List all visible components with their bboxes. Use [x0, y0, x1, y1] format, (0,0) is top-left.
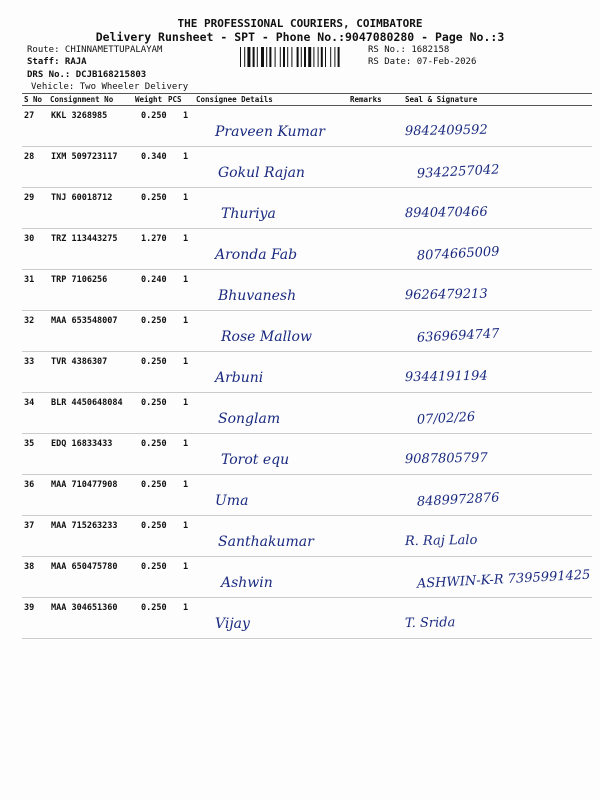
signature-handwriting: 07/02/26	[416, 409, 476, 428]
cell-sno: 27	[24, 111, 35, 121]
staff: Staff: RAJA	[27, 57, 87, 67]
cell-sno: 34	[24, 398, 35, 408]
col-pcs: PCS	[168, 95, 182, 104]
cell-pcs: 1	[183, 152, 189, 162]
consignee-handwriting: Praveen Kumar	[215, 124, 325, 140]
signature-handwriting: 8489972876	[416, 490, 500, 510]
cell-weight: 0.250	[141, 603, 167, 613]
rs-number: RS No.: 1682158	[368, 45, 450, 55]
signature-handwriting: 8940470466	[404, 204, 488, 222]
barcode-image	[240, 47, 364, 67]
consignee-handwriting: Santhakumar	[218, 534, 314, 550]
table-top-rule	[22, 93, 592, 94]
signature-handwriting: 9342257042	[416, 162, 500, 182]
signature-handwriting: 9626479213	[404, 286, 488, 304]
signature-handwriting: 9344191194	[404, 368, 488, 386]
consignee-handwriting: Rose Mallow	[221, 329, 312, 345]
consignee-handwriting: Uma	[215, 493, 249, 509]
cell-sno: 35	[24, 439, 35, 449]
cell-consignment: TRZ 113443275	[51, 234, 118, 244]
cell-weight: 1.270	[141, 234, 167, 244]
cell-weight: 0.250	[141, 357, 167, 367]
consignee-handwriting: Thuriya	[221, 206, 276, 222]
cell-consignment: BLR 4450648084	[51, 398, 123, 408]
col-sno: S No	[24, 95, 43, 104]
cell-pcs: 1	[183, 398, 189, 408]
cell-sno: 39	[24, 603, 35, 613]
cell-sno: 30	[24, 234, 35, 244]
cell-pcs: 1	[183, 193, 189, 203]
consignee-handwriting: Arbuni	[215, 370, 264, 386]
route: Route: CHINNAMETTUPALAYAM	[27, 45, 163, 55]
table-row	[0, 557, 600, 597]
cell-pcs: 1	[183, 521, 189, 531]
col-weight: Weight	[135, 95, 163, 104]
cell-pcs: 1	[183, 275, 189, 285]
cell-weight: 0.250	[141, 521, 167, 531]
cell-pcs: 1	[183, 357, 189, 367]
cell-consignment: MAA 710477908	[51, 480, 118, 490]
signature-handwriting: 6369694747	[416, 326, 500, 346]
cell-weight: 0.250	[141, 439, 167, 449]
signature-handwriting: T. Srida	[404, 615, 456, 632]
cell-consignment: TRP 7106256	[51, 275, 108, 285]
cell-weight: 0.250	[141, 193, 167, 203]
cell-pcs: 1	[183, 111, 189, 121]
cell-consignment: TNJ 60018712	[51, 193, 113, 203]
cell-sno: 38	[24, 562, 35, 572]
cell-sno: 33	[24, 357, 35, 367]
cell-pcs: 1	[183, 480, 189, 490]
col-consignee: Consignee Details	[196, 95, 273, 104]
table-row	[0, 434, 600, 474]
signature-handwriting: R. Raj Lalo	[404, 532, 478, 550]
table-row	[0, 147, 600, 187]
cell-weight: 0.250	[141, 562, 167, 572]
cell-weight: 0.250	[141, 111, 167, 121]
cell-consignment: EDQ 16833433	[51, 439, 113, 449]
cell-sno: 37	[24, 521, 35, 531]
signature-handwriting: ASHWIN-K-R 7395991425	[416, 567, 591, 592]
cell-weight: 0.250	[141, 316, 167, 326]
vehicle: Vehicle: Two Wheeler Delivery	[31, 82, 189, 92]
consignee-handwriting: Ashwin	[221, 575, 273, 591]
cell-consignment: MAA 650475780	[51, 562, 118, 572]
cell-weight: 0.340	[141, 152, 167, 162]
table-row	[0, 516, 600, 556]
consignee-handwriting: Aronda Fab	[215, 247, 298, 263]
cell-pcs: 1	[183, 603, 189, 613]
cell-sno: 29	[24, 193, 35, 203]
cell-consignment: MAA 304651360	[51, 603, 118, 613]
consignee-handwriting: Torot equ	[221, 452, 290, 468]
table-row	[0, 393, 600, 433]
cell-weight: 0.250	[141, 398, 167, 408]
cell-consignment: IXM 509723117	[51, 152, 118, 162]
cell-weight: 0.240	[141, 275, 167, 285]
consignee-handwriting: Vijay	[215, 616, 250, 632]
col-seal-signature: Seal & Signature	[405, 95, 478, 104]
company-name: THE PROFESSIONAL COURIERS, COIMBATORE	[177, 17, 423, 30]
table-row	[0, 475, 600, 515]
table-row	[0, 311, 600, 351]
runsheet-title: Delivery Runsheet - SPT - Phone No.:9047080280 - Page No.:3	[95, 30, 505, 44]
cell-pcs: 1	[183, 316, 189, 326]
cell-consignment: TVR 4386307	[51, 357, 108, 367]
cell-weight: 0.250	[141, 480, 167, 490]
col-remarks: Remarks	[350, 95, 382, 104]
cell-pcs: 1	[183, 439, 189, 449]
signature-handwriting: 8074665009	[416, 244, 500, 264]
cell-pcs: 1	[183, 234, 189, 244]
rs-date: RS Date: 07-Feb-2026	[368, 57, 477, 67]
table-row	[0, 270, 600, 310]
drs-number: DRS No.: DCJB168215803	[27, 70, 147, 80]
cell-sno: 36	[24, 480, 35, 490]
table-row	[0, 352, 600, 392]
table-row	[0, 106, 600, 146]
consignee-handwriting: Gokul Rajan	[218, 165, 305, 181]
col-consignment: Consignment No	[50, 95, 114, 104]
consignee-handwriting: Songlam	[218, 411, 281, 427]
consignee-handwriting: Bhuvanesh	[218, 288, 297, 304]
cell-consignment: MAA 653548007	[51, 316, 118, 326]
cell-consignment: KKL 3268985	[51, 111, 108, 121]
cell-sno: 28	[24, 152, 35, 162]
cell-consignment: MAA 715263233	[51, 521, 118, 531]
row-divider	[22, 638, 592, 639]
cell-sno: 32	[24, 316, 35, 326]
signature-handwriting: 9842409592	[404, 122, 488, 140]
cell-sno: 31	[24, 275, 35, 285]
table-row	[0, 229, 600, 269]
table-row	[0, 598, 600, 638]
table-row	[0, 188, 600, 228]
signature-handwriting: 9087805797	[404, 450, 488, 468]
cell-pcs: 1	[183, 562, 189, 572]
